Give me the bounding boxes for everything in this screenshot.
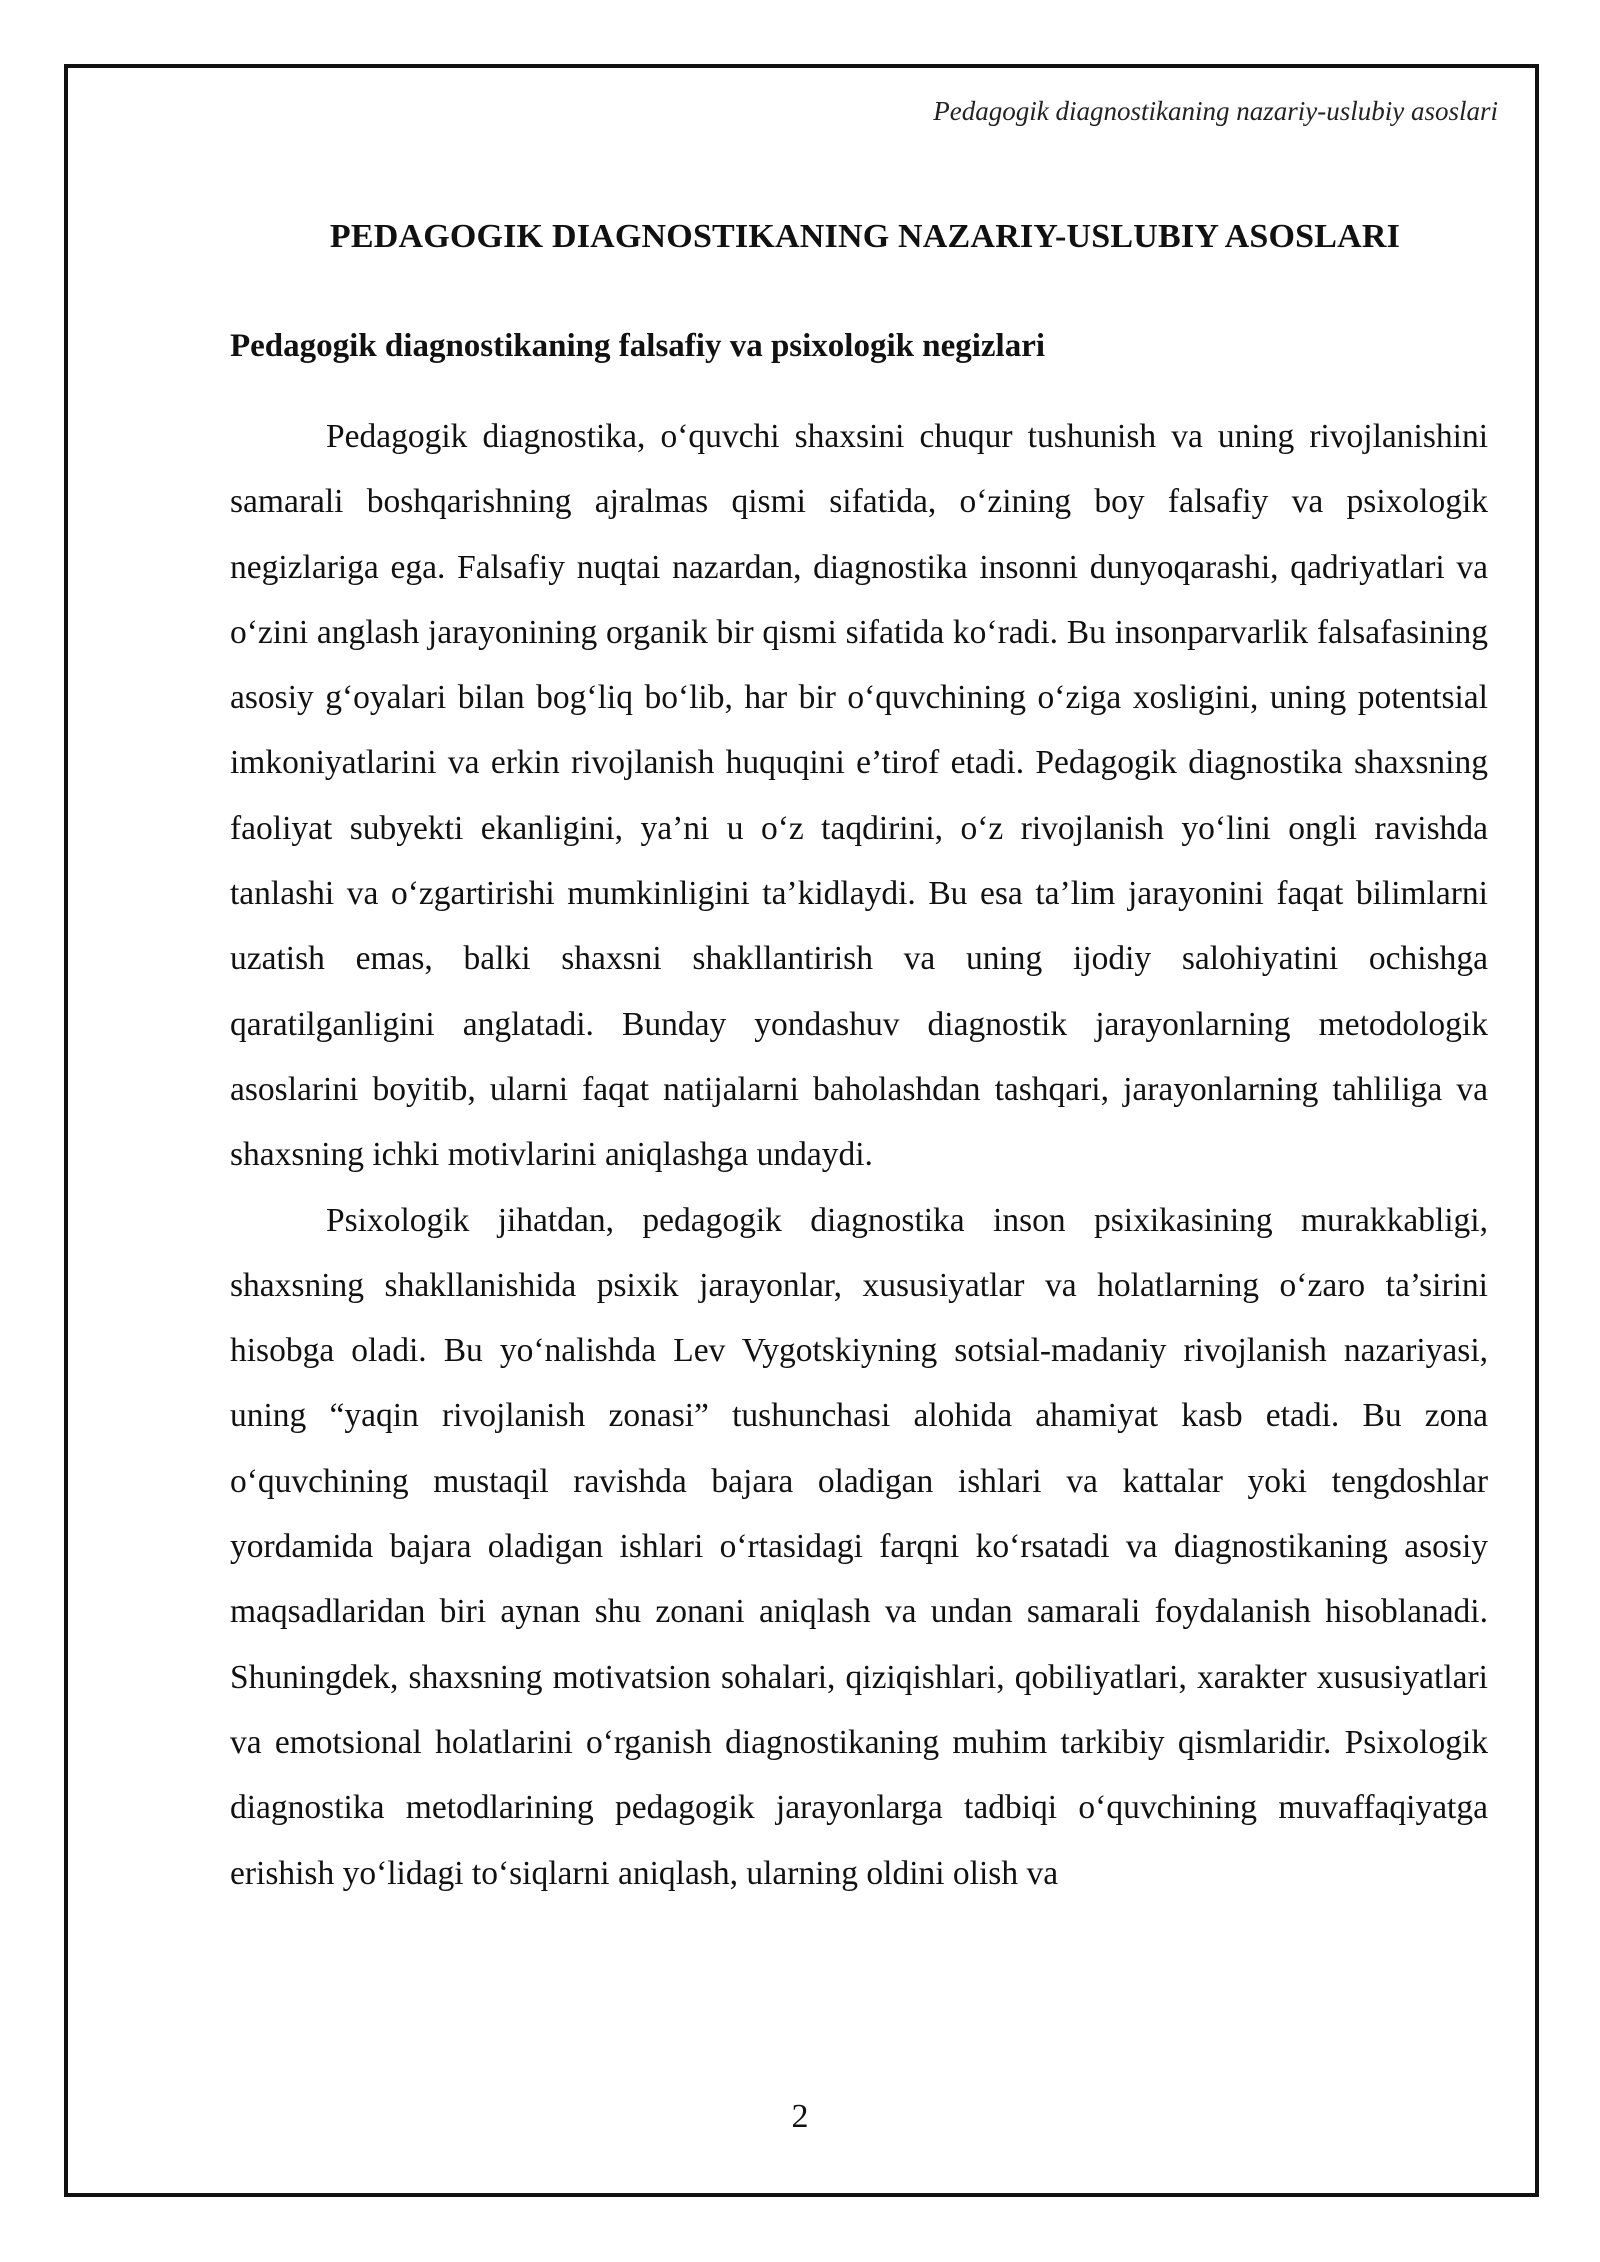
paragraph: Psixologik jihatdan, pedagogik diagnostika inson psixikasining murakkabligi, shaxsning shakllanishida psixik jarayonlar, xususiyatlar va holatlarning o‘zaro ta’sirini hisobga oladi. Bu yo‘nalishda Lev Vygotskiyning sotsial-madaniy rivojlanish nazariyasi, uning “yaqin rivojlanish zonasi” tushunchasi alohida ahamiyat kasb etadi. Bu zona o‘quvchining mustaqil ravishda bajara oladigan ishlari va kattalar yoki tengdoshlar yordamida bajara oladigan ishlari o‘rtasidagi farqni ko‘rsatadi va diagnostikaning asosiy maqsadlaridan biri aynan shu zonani aniqlash va undan samarali foydalanish hisoblanadi. Shuningdek, shaxsning motivatsion sohalari, qiziqishlari, qobiliyatlari, xarakter xususiyatlari va emotsional holatlarini o‘rganish diagnostikaning muhim tarkibiy qismlaridir. Psixologik diagnostika metodlarining pedagogik jarayonlarga tadbiqi o‘quvchining muvaffaqiyatga erishish yo‘lidagi to‘siqlarni aniqlash, ularning oldini olish va	[230, 1201, 1488, 1892]
body-text	[230, 404, 1488, 1906]
paragraph: Pedagogik diagnostika, o‘quvchi shaxsini chuqur tushunish va uning rivojlanishini samarali boshqarishning ajralmas qismi sifatida, o‘zining boy falsafiy va psixologik negizlariga ega. Falsafiy nuqtai nazardan, diagnostika insonni dunyoqarashi, qadriyatlari va o‘zini anglash jarayonining organik bir qismi sifatida ko‘radi. Bu insonparvarlik falsafasining asosiy g‘oyalari bilan bog‘liq bo‘lib, har bir o‘quvchining o‘ziga xosligini, uning potentsial imkoniyatlarini va erkin rivojlanish huquqini e’tirof etadi. Pedagogik diagnostika shaxsning faoliyat subyekti ekanligini, ya’ni u o‘z taqdirini, o‘z rivojlanish yo‘lini ongli ravishda tanlashi va o‘zgartirishi mumkinligini ta’kidlaydi. Bu esa ta’lim jarayonini faqat bilimlarni uzatish emas, balki shaxsni shakllantirish va uning ijodiy salohiyatini ochishga qaratilganligini anglatadi. Bunday yondashuv diagnostik jarayonlarning metodologik asoslarini boyitib, ularni faqat natijalarni baholashdan tashqari, jarayonlarning tahliliga va shaxsning ichki motivlarini aniqlashga undaydi.	[230, 418, 1488, 1174]
section-heading: Pedagogik diagnostikaning falsafiy va psixologik negizlari	[230, 328, 1046, 364]
page-number: 2	[791, 2098, 809, 2135]
running-header: Pedagogik diagnostikaning nazariy-uslubiy asoslari	[933, 96, 1498, 126]
document-title: PEDAGOGIK DIAGNOSTIKANING NAZARIY-USLUBIY ASOSLARI	[329, 218, 1401, 255]
